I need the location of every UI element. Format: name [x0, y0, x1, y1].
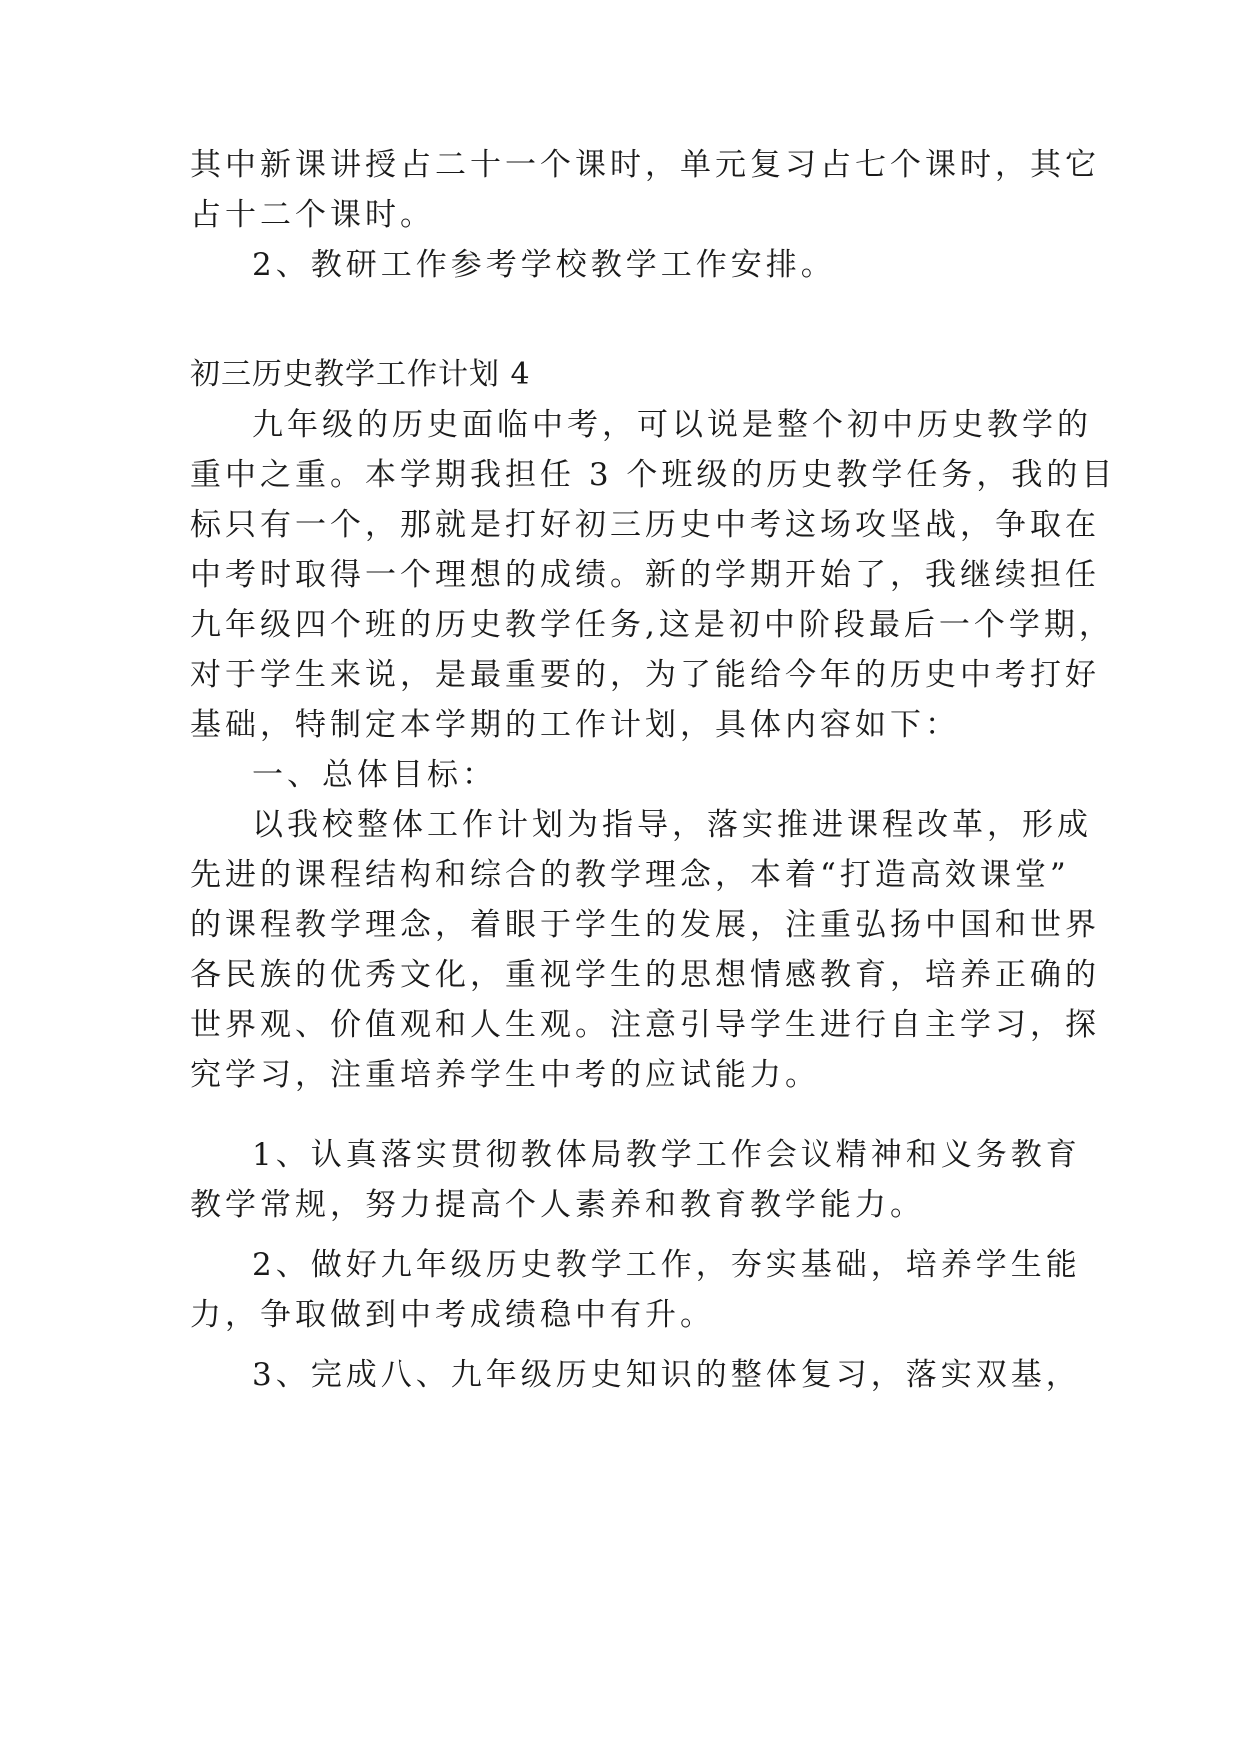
goal-heading-block — [190, 750, 1050, 800]
paragraph-line: 以我校整体工作计划为指导，落实推进课程改革，形成 — [252, 807, 1092, 843]
goal-heading: 一、总体目标： — [252, 757, 497, 793]
section-title-block — [190, 350, 1050, 400]
paragraph-line: 教学常规，努力提高个人素养和教育教学能力。 — [190, 1187, 925, 1223]
paragraph-line: 力，争取做到中考成绩稳中有升。 — [190, 1297, 715, 1333]
paragraph-line: 基础，特制定本学期的工作计划，具体内容如下： — [190, 707, 960, 743]
list-item-3 — [190, 1350, 1081, 1400]
paragraph-line: 中考时取得一个理想的成绩。新的学期开始了，我继续担任 — [190, 557, 1100, 593]
paragraph-line: 2、教研工作参考学校教学工作安排。 — [252, 247, 836, 283]
paragraph-line: 九年级四个班的历史教学任务,这是初中阶段最后一个学期， — [190, 607, 1114, 643]
top-paragraphs — [190, 140, 1100, 290]
paragraph-line: 究学习，注重培养学生中考的应试能力。 — [190, 1057, 820, 1093]
paragraph-line: 对于学生来说，是最重要的，为了能给今年的历史中考打好 — [190, 657, 1100, 693]
goal-paragraph — [190, 800, 1100, 1100]
paragraph-line: 占十二个课时。 — [190, 197, 435, 233]
paragraph-line: 2、做好九年级历史教学工作，夯实基础，培养学生能 — [252, 1247, 1081, 1283]
paragraph-line: 重中之重。本学期我担任 3 个班级的历史教学任务，我的目 — [190, 457, 1117, 493]
paragraph-line: 标只有一个，那就是打好初三历史中考这场攻坚战，争取在 — [190, 507, 1100, 543]
intro-paragraph — [190, 400, 1117, 750]
paragraph-line: 先进的课程结构和综合的教学理念，本着“打造高效课堂” — [190, 857, 1070, 893]
paragraph-line: 的课程教学理念，着眼于学生的发展，注重弘扬中国和世界 — [190, 907, 1100, 943]
paragraph-line: 3、完成八、九年级历史知识的整体复习，落实双基， — [252, 1357, 1081, 1393]
list-item-1 — [190, 1130, 1081, 1230]
paragraph-line: 各民族的优秀文化，重视学生的思想情感教育，培养正确的 — [190, 957, 1100, 993]
paragraph-line: 九年级的历史面临中考，可以说是整个初中历史教学的 — [252, 407, 1092, 443]
section-title: 初三历史教学工作计划 4 — [190, 357, 531, 392]
paragraph-line: 1、认真落实贯彻教体局教学工作会议精神和义务教育 — [252, 1137, 1081, 1173]
list-item-2 — [190, 1240, 1081, 1340]
paragraph-line: 其中新课讲授占二十一个课时，单元复习占七个课时，其它 — [190, 147, 1100, 183]
paragraph-line: 世界观、价值观和人生观。注意引导学生进行自主学习，探 — [190, 1007, 1100, 1043]
